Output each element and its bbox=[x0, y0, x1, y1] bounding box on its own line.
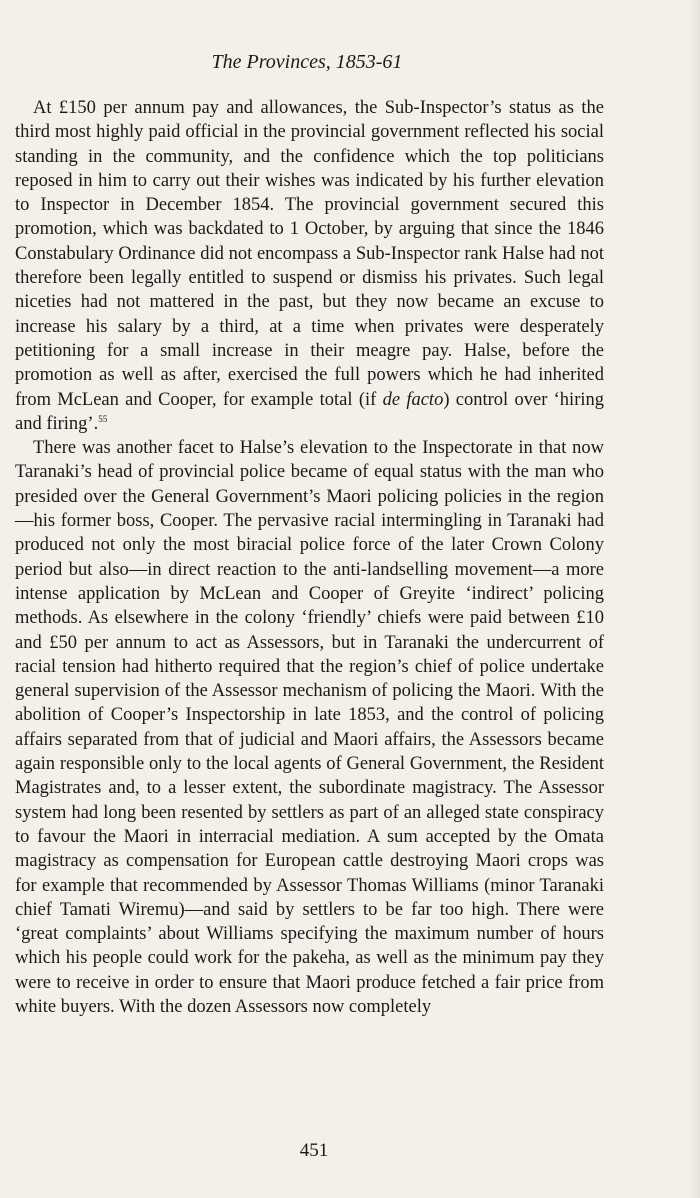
paragraph-text: There was another facet to Halse’s elevation to the Inspectorate in that now Taranaki’s head of provincial police became of equal status with the man who presided over the General Government’s Maori policing policies in the region—his former boss, Cooper. The pervasive racial intermingling in Taranaki had produced not only the most biracial police force of the later Crown Colony period but also—in direct reaction to the anti-landselling movement—a more intense application by McLean and Cooper of Greyite ‘indirect’ policing methods. As elsewhere in the colony ‘friendly’ chiefs were paid between £10 and £50 per annum to act as Assessors, but in Taranaki the undercurrent of racial tension had hitherto required that the region’s chief of police undertake general supervision of the Assessor mechanism of policing the Maori. With the abolition of Cooper’s Inspectorship in late 1853, and the control of policing affairs separated from that of judicial and Maori affairs, the Assessors became again responsible only to the local agents of General Government, the Resident Magistrates and, to a lesser extent, the subordinate magistracy. The Assessor system had long been resented by settlers as part of an alleged state conspiracy to favour the Maori in interracial mediation. A sum accepted by the Omata magistracy as compensation for European cattle destroying Maori crops was for example that recommended by Assessor Thomas Williams (minor Taranaki chief Tamati Wiremu)—and said by settlers to be far too high. There were ‘great complaints’ about Williams specifying the maximum number of hours which his people could work for the pakeha, as well as the minimum pay they were to receive in order to ensure that Maori produce fetched a fair price from white buyers. With the dozen Assessors now completely bbox=[15, 438, 604, 1017]
italic-phrase: de facto bbox=[382, 389, 444, 410]
page-edge-shadow bbox=[688, 0, 700, 1198]
paragraph bbox=[15, 436, 604, 1019]
page-number: 451 bbox=[299, 1140, 329, 1161]
running-head: The Provinces, 1853-61 bbox=[211, 51, 403, 73]
paragraph-text: At £150 per annum pay and allowances, the Sub-Inspector’s status as the third most highly paid official in the provincial government reflected his social standing in the community, and the confidence which the top politicians reposed in him to carry out their wishes was indicated by his further elevation to Inspector in December 1854. The provincial government secured this promotion, which was backdated to 1 October, by arguing that since the 1846 Constabulary Ordinance did not encompass a Sub-Inspector rank Halse had not therefore been legally entitled to suspend or dismiss his privates. Such legal niceties had not mattered in the past, but they now became an excuse to increase his salary by a third, at a time when privates were desperately petitioning for a small increase in their meagre pay. Halse, before the promotion as well as after, exercised the full powers which he had inherited from McLean and Cooper, for example total (if bbox=[15, 98, 604, 410]
footnote-reference[interactable]: 55 bbox=[98, 413, 108, 424]
paragraph bbox=[15, 96, 604, 436]
paragraph-text: ) control over ‘hiring and firing’. bbox=[15, 389, 604, 434]
body-text bbox=[15, 96, 604, 1019]
